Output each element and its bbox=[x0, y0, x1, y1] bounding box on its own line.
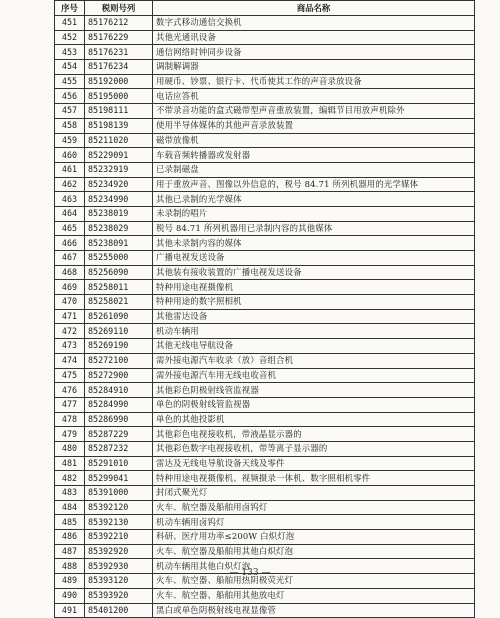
row-seq: 471 bbox=[55, 309, 85, 324]
row-seq: 487 bbox=[55, 544, 85, 559]
row-seq: 474 bbox=[55, 353, 85, 368]
row-seq: 461 bbox=[55, 162, 85, 177]
row-code: 85286990 bbox=[85, 412, 153, 427]
row-seq: 454 bbox=[55, 60, 85, 75]
row-code: 85284990 bbox=[85, 397, 153, 412]
row-name: 雷达及无线电导航设备天线及零件 bbox=[153, 456, 475, 471]
table-row bbox=[55, 309, 475, 324]
row-code: 85234920 bbox=[85, 177, 153, 192]
row-seq: 488 bbox=[55, 559, 85, 574]
row-code: 85392130 bbox=[85, 515, 153, 530]
row-name: 特种用途电视摄像机、视频摄录一体机、数字照相机零件 bbox=[153, 471, 475, 486]
row-seq: 457 bbox=[55, 104, 85, 119]
row-seq: 470 bbox=[55, 295, 85, 310]
row-code: 85272100 bbox=[85, 353, 153, 368]
row-code: 85195000 bbox=[85, 89, 153, 104]
page-number: — 133 — bbox=[229, 568, 271, 578]
table-row bbox=[55, 441, 475, 456]
row-code: 85255000 bbox=[85, 251, 153, 266]
row-code: 85176231 bbox=[85, 45, 153, 60]
table-row bbox=[55, 368, 475, 383]
table-row bbox=[55, 353, 475, 368]
table-row bbox=[55, 339, 475, 354]
row-name: 其他装有接收装置的广播电视发送设备 bbox=[153, 265, 475, 280]
row-code: 85393920 bbox=[85, 588, 153, 603]
header-code: 税则号列 bbox=[85, 1, 153, 16]
tariff-table bbox=[54, 0, 475, 618]
row-name: 科研、医疗用功率≤200W 白炽灯泡 bbox=[153, 530, 475, 545]
table-row bbox=[55, 89, 475, 104]
row-name: 未录制的唱片 bbox=[153, 206, 475, 221]
row-code: 85269190 bbox=[85, 339, 153, 354]
table-row bbox=[55, 471, 475, 486]
row-seq: 484 bbox=[55, 500, 85, 515]
row-seq: 478 bbox=[55, 412, 85, 427]
row-code: 85176229 bbox=[85, 30, 153, 45]
row-name: 其他彩色阴极射线管监视器 bbox=[153, 383, 475, 398]
row-code: 85192000 bbox=[85, 74, 153, 89]
row-name: 黑白或单色阴极射线电视显像管 bbox=[153, 603, 475, 618]
row-name: 其他彩色数字电视接收机，带等离子显示器的 bbox=[153, 441, 475, 456]
row-code: 85258011 bbox=[85, 280, 153, 295]
table-row bbox=[55, 412, 475, 427]
table-row bbox=[55, 60, 475, 75]
row-seq: 486 bbox=[55, 530, 85, 545]
row-code: 85238091 bbox=[85, 236, 153, 251]
row-code: 85238029 bbox=[85, 221, 153, 236]
row-seq: 473 bbox=[55, 339, 85, 354]
row-name: 其他光通讯设备 bbox=[153, 30, 475, 45]
table-row bbox=[55, 45, 475, 60]
table-row bbox=[55, 383, 475, 398]
row-name: 火车、航空器及船舶用卤钨灯 bbox=[153, 500, 475, 515]
row-seq: 455 bbox=[55, 74, 85, 89]
row-name: 其他无线电导航设备 bbox=[153, 339, 475, 354]
row-code: 85269110 bbox=[85, 324, 153, 339]
header-seq: 序号 bbox=[55, 1, 85, 16]
row-name: 通信网络时钟同步设备 bbox=[153, 45, 475, 60]
table-row bbox=[55, 221, 475, 236]
row-code: 85258021 bbox=[85, 295, 153, 310]
row-seq: 459 bbox=[55, 133, 85, 148]
row-name: 车载音频转播器或发射器 bbox=[153, 148, 475, 163]
row-seq: 463 bbox=[55, 192, 85, 207]
row-code: 85256090 bbox=[85, 265, 153, 280]
table-row bbox=[55, 280, 475, 295]
table-row bbox=[55, 544, 475, 559]
header-name: 商品名称 bbox=[153, 1, 475, 16]
row-code: 85284910 bbox=[85, 383, 153, 398]
row-seq: 480 bbox=[55, 441, 85, 456]
row-code: 85391000 bbox=[85, 486, 153, 501]
table-row bbox=[55, 515, 475, 530]
row-seq: 485 bbox=[55, 515, 85, 530]
row-seq: 482 bbox=[55, 471, 85, 486]
row-code: 85232919 bbox=[85, 162, 153, 177]
row-seq: 456 bbox=[55, 89, 85, 104]
table-row bbox=[55, 148, 475, 163]
row-name: 使用半导体媒体的其他声音录放装置 bbox=[153, 118, 475, 133]
table-row bbox=[55, 192, 475, 207]
row-seq: 462 bbox=[55, 177, 85, 192]
table-row bbox=[55, 74, 475, 89]
row-code: 85176212 bbox=[85, 16, 153, 31]
row-seq: 467 bbox=[55, 251, 85, 266]
row-name: 单色的阴极射线管监视器 bbox=[153, 397, 475, 412]
table-row bbox=[55, 104, 475, 119]
row-code: 85234990 bbox=[85, 192, 153, 207]
row-seq: 465 bbox=[55, 221, 85, 236]
row-name: 需外接电源汽车收录（放）音组合机 bbox=[153, 353, 475, 368]
table-row bbox=[55, 251, 475, 266]
row-seq: 491 bbox=[55, 603, 85, 618]
row-name: 数字式移动通信交换机 bbox=[153, 16, 475, 31]
row-seq: 489 bbox=[55, 574, 85, 589]
row-name: 机动车辆用 bbox=[153, 324, 475, 339]
table-row bbox=[55, 530, 475, 545]
table-row bbox=[55, 118, 475, 133]
row-name: 磁带放像机 bbox=[153, 133, 475, 148]
row-code: 85211020 bbox=[85, 133, 153, 148]
row-name: 火车、航空器、船舶用其他放电灯 bbox=[153, 588, 475, 603]
row-seq: 452 bbox=[55, 30, 85, 45]
row-name: 封闭式聚光灯 bbox=[153, 486, 475, 501]
table-row bbox=[55, 206, 475, 221]
row-name: 其他未录制内容的媒体 bbox=[153, 236, 475, 251]
row-seq: 481 bbox=[55, 456, 85, 471]
row-name: 税号 84.71 所列机器用已录制内容的其他媒体 bbox=[153, 221, 475, 236]
row-name: 不带录音功能的盒式磁带型声音重放装置，编辑节目用放声机除外 bbox=[153, 104, 475, 119]
table-row bbox=[55, 588, 475, 603]
row-code: 85261090 bbox=[85, 309, 153, 324]
row-seq: 469 bbox=[55, 280, 85, 295]
row-seq: 458 bbox=[55, 118, 85, 133]
table-row bbox=[55, 324, 475, 339]
row-seq: 468 bbox=[55, 265, 85, 280]
row-name: 调制解调器 bbox=[153, 60, 475, 75]
row-seq: 460 bbox=[55, 148, 85, 163]
row-name: 需外接电源汽车用无线电收音机 bbox=[153, 368, 475, 383]
row-name: 电话应答机 bbox=[153, 89, 475, 104]
row-name: 其他雷达设备 bbox=[153, 309, 475, 324]
table-row bbox=[55, 30, 475, 45]
table-row bbox=[55, 162, 475, 177]
row-seq: 451 bbox=[55, 16, 85, 31]
row-seq: 453 bbox=[55, 45, 85, 60]
table-row bbox=[55, 500, 475, 515]
row-name: 广播电视发送设备 bbox=[153, 251, 475, 266]
row-code: 85392920 bbox=[85, 544, 153, 559]
row-name: 其他彩色电视接收机，带液晶显示器的 bbox=[153, 427, 475, 442]
table-row bbox=[55, 603, 475, 618]
table-row bbox=[55, 456, 475, 471]
table-row bbox=[55, 295, 475, 310]
row-seq: 490 bbox=[55, 588, 85, 603]
row-code: 85291010 bbox=[85, 456, 153, 471]
row-code: 85198111 bbox=[85, 104, 153, 119]
row-seq: 472 bbox=[55, 324, 85, 339]
table-row bbox=[55, 265, 475, 280]
row-name: 机动车辆用卤钨灯 bbox=[153, 515, 475, 530]
row-seq: 464 bbox=[55, 206, 85, 221]
row-seq: 479 bbox=[55, 427, 85, 442]
row-code: 85198139 bbox=[85, 118, 153, 133]
row-name: 特种用途电视摄像机 bbox=[153, 280, 475, 295]
row-seq: 483 bbox=[55, 486, 85, 501]
row-code: 85392120 bbox=[85, 500, 153, 515]
table-row bbox=[55, 16, 475, 31]
row-code: 85287232 bbox=[85, 441, 153, 456]
row-name: 火车、航空器及船舶用其他白炽灯泡 bbox=[153, 544, 475, 559]
row-seq: 466 bbox=[55, 236, 85, 251]
row-code: 85392210 bbox=[85, 530, 153, 545]
table-row bbox=[55, 397, 475, 412]
row-code: 85392930 bbox=[85, 559, 153, 574]
row-code: 85299041 bbox=[85, 471, 153, 486]
row-code: 85287229 bbox=[85, 427, 153, 442]
row-name: 用于重放声音、图像以外信息的，税号 84.71 所列机器用的光学媒体 bbox=[153, 177, 475, 192]
row-name: 机动车辆用其他白炽灯泡 bbox=[153, 559, 475, 574]
table-row bbox=[55, 486, 475, 501]
row-code: 85229091 bbox=[85, 148, 153, 163]
table-row bbox=[55, 133, 475, 148]
table-row bbox=[55, 236, 475, 251]
table-row bbox=[55, 177, 475, 192]
row-name: 单色的其他投影机 bbox=[153, 412, 475, 427]
row-name: 特种用途的数字照相机 bbox=[153, 295, 475, 310]
row-seq: 475 bbox=[55, 368, 85, 383]
row-seq: 476 bbox=[55, 383, 85, 398]
row-name: 已录制磁盘 bbox=[153, 162, 475, 177]
row-name: 其他已录制的光学媒体 bbox=[153, 192, 475, 207]
row-name: 用硬币、钞票、银行卡、代币使其工作的声音录放设备 bbox=[153, 74, 475, 89]
row-name: 火车、航空器、船舶用热阴极荧光灯 bbox=[153, 574, 475, 589]
row-seq: 477 bbox=[55, 397, 85, 412]
row-code: 85176234 bbox=[85, 60, 153, 75]
row-code: 85272900 bbox=[85, 368, 153, 383]
table-row bbox=[55, 427, 475, 442]
table-header-row bbox=[55, 1, 475, 16]
row-code: 85238019 bbox=[85, 206, 153, 221]
row-code: 85401200 bbox=[85, 603, 153, 618]
row-code: 85393120 bbox=[85, 574, 153, 589]
